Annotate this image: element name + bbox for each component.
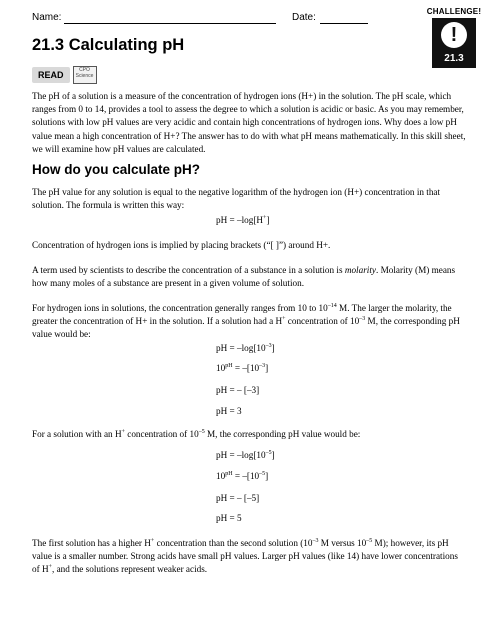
eq-lhs: 10 [216, 363, 226, 373]
p5-b-sup: –5 [198, 429, 205, 435]
p4-c-sup: –3 [359, 316, 366, 323]
eq-close: ] [265, 471, 269, 481]
eq1-line3 [216, 385, 259, 395]
eq2-line4 [216, 513, 242, 523]
eq2-line2 [216, 471, 268, 481]
eq-lhs-sup: pH [225, 363, 233, 369]
eq-rhs: –[10 [242, 363, 260, 373]
eq-lhs: pH [216, 493, 228, 503]
eq-sup: –3 [259, 363, 266, 369]
name-label: Name: [32, 12, 62, 23]
read-badge: READ [32, 67, 70, 83]
paragraph-concentration [32, 302, 466, 342]
section-heading: How do you calculate pH? [32, 162, 201, 177]
eq2-line1 [216, 450, 275, 460]
exclamation-icon: ! [441, 22, 467, 48]
molarity-post: . Molarity (M) means how many moles of a substance are present in a given volume of solution. [32, 265, 456, 289]
formula-close: ] [266, 215, 270, 225]
p4-b: M. The larger the molarity, the greater the concentration of H+ in the solution. If a solution had a H [32, 303, 452, 327]
eq-op: = [229, 450, 235, 460]
p6-b: concentration than the second solution (10 [154, 538, 313, 548]
eq-close: ] [271, 450, 275, 460]
formula-lhs: pH [216, 215, 228, 225]
eq-rhs: –[10 [242, 471, 260, 481]
paragraph-second-solution [32, 428, 466, 441]
eq-lhs: 10 [216, 471, 226, 481]
paragraph-conclusion [32, 537, 466, 577]
date-label: Date: [292, 12, 316, 23]
name-line[interactable] [64, 23, 276, 24]
molarity-term: molarity [344, 265, 376, 275]
p6-a-sup: + [150, 538, 155, 544]
p4-d: M, the corresponding pH value would be: [32, 316, 460, 340]
eq1-line4 [216, 406, 242, 416]
molarity-pre: A term used by scientists to describe the concentration of a substance in a solution is [32, 265, 345, 275]
eq-rhs: –log[10 [237, 450, 266, 460]
formula: pH = –log[H+] [216, 215, 270, 225]
page-title: 21.3 Calculating pH [32, 36, 185, 54]
p6-e: , and the solutions represent weaker acids. [51, 564, 208, 575]
eq-lhs-sup: pH [225, 471, 233, 477]
p6-d-sup: + [48, 564, 52, 571]
eq-lhs: pH [216, 406, 228, 416]
challenge-box [432, 18, 476, 68]
paragraph-molarity [32, 264, 466, 290]
eq-rhs: 3 [237, 406, 242, 416]
book-icon: CPO Science [73, 66, 97, 84]
paragraph-formula-intro: The pH value for any solution is equal to the negative logarithm of the hydrogen ion (H+) concentration in that solution. The formula is written this way: [32, 187, 441, 211]
p5-a-sup: + [121, 429, 125, 435]
formula-rhs: –log[H [237, 215, 264, 225]
challenge-badge [424, 7, 484, 69]
p6-c: M versus 10 [318, 538, 367, 548]
p4-b-sup: + [282, 316, 286, 323]
eq-lhs: pH [216, 343, 228, 353]
eq-sup: –5 [265, 450, 272, 456]
eq-op: = [229, 493, 235, 503]
read-row [32, 66, 97, 84]
eq-close: ] [265, 363, 269, 373]
eq-op: = [234, 363, 241, 373]
p5-a: For a solution with an H [32, 429, 122, 439]
p6-b-sup: –3 [312, 538, 319, 544]
challenge-label: CHALLENGE! [426, 7, 482, 16]
eq1-line1 [216, 343, 275, 353]
eq-op: = [229, 343, 235, 353]
eq-op: = [229, 406, 235, 416]
p5-b: concentration of 10 [124, 429, 199, 439]
eq-lhs: pH [216, 385, 228, 395]
eq-rhs: – [–3] [237, 385, 260, 395]
eq-sup: –5 [259, 471, 266, 477]
eq-rhs: 5 [237, 513, 242, 523]
p6-c-sup: –5 [366, 538, 373, 544]
eq-op: = [234, 471, 241, 481]
eq1-line2 [216, 363, 268, 373]
eq-rhs: –log[10 [237, 343, 266, 353]
paragraph-brackets: Concentration of hydrogen ions is implied by placing brackets (“[ ]”) around H+. [32, 240, 331, 250]
p6-a: The first solution has a higher H [32, 538, 151, 548]
eq-close: ] [271, 343, 275, 353]
challenge-number: 21.3 [444, 53, 464, 64]
eq-rhs: – [–5] [237, 493, 260, 503]
eq-lhs: pH [216, 450, 228, 460]
eq-op: = [229, 513, 235, 523]
p5-c: M, the corresponding pH value would be: [204, 429, 361, 439]
p4-c: concentration of 10 [285, 316, 360, 327]
eq-lhs: pH [216, 513, 228, 523]
p4-a-sup: –14 [327, 303, 337, 309]
formula-sup: + [263, 215, 267, 221]
date-line[interactable] [320, 23, 368, 24]
p6-d: M); however, its pH value is a smaller number. Strong acids have small pH values. Larger pH values (like 14) have lower concentrations of H [32, 538, 458, 575]
eq2-line3 [216, 493, 259, 503]
eq-sup: –3 [265, 343, 272, 349]
p4-a: For hydrogen ions in solutions, the concentration generally ranges from 10 to 10 [32, 303, 328, 313]
eq-op: = [229, 385, 235, 395]
intro-paragraph: The pH of a solution is a measure of the concentration of hydrogen ions (H+) in the solution. The pH scale, which ranges from 0 to 14, provides a tool to assess the degree to which a solution is acidic or basic. As you may remember, solutions with low pH values are very acidic and contain high concentrations of hydrogen ions. Why does a low pH value mean a high concentration of H+? The answer has to do with what pH means mathematically. In this skill sheet, we will examine how pH values are calculated. [32, 91, 466, 154]
